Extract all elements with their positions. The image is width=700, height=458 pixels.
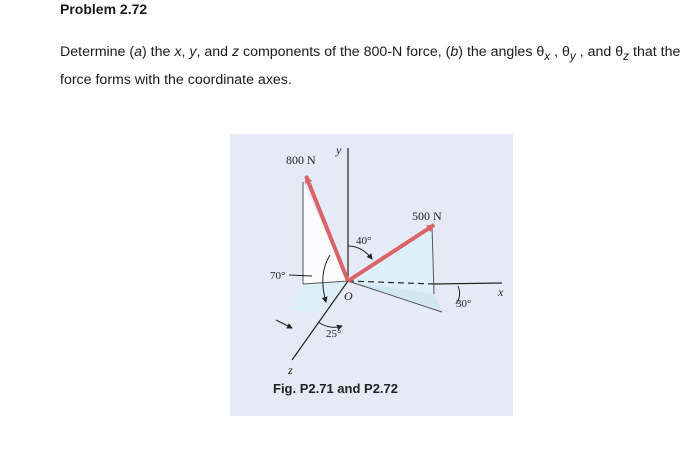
problem-heading: Problem 2.72: [60, 1, 148, 17]
arc-25: [318, 322, 342, 327]
label-angle-40: 40°: [356, 235, 372, 247]
label-axis-y: y: [336, 143, 342, 157]
label-angle-25: 25°: [326, 328, 342, 340]
label-angle-30: 30°: [456, 298, 472, 310]
plane-800n-shadow: [290, 281, 348, 312]
label-800n: 800 N: [286, 153, 316, 167]
figure-panel: [230, 134, 513, 416]
figure-caption: Fig. P2.71 and P2.72: [273, 381, 398, 396]
label-origin: O: [344, 289, 353, 303]
x-axis: [434, 283, 502, 284]
label-axis-z: z: [288, 363, 293, 377]
label-500n: 500 N: [412, 209, 442, 223]
arc-40: [348, 246, 372, 259]
label-angle-70: 70°: [270, 270, 286, 282]
label-axis-x: x: [498, 285, 504, 299]
leader-z: [276, 320, 292, 328]
problem-statement: Determine (a) the x, y, and z components of the 800-N force, (b) the angles $\theta_x$ , $\theta_y$ , and $\theta_z$ that the force forms with the coordinate axes.: [60, 44, 681, 88]
force-diagram: [230, 134, 513, 416]
